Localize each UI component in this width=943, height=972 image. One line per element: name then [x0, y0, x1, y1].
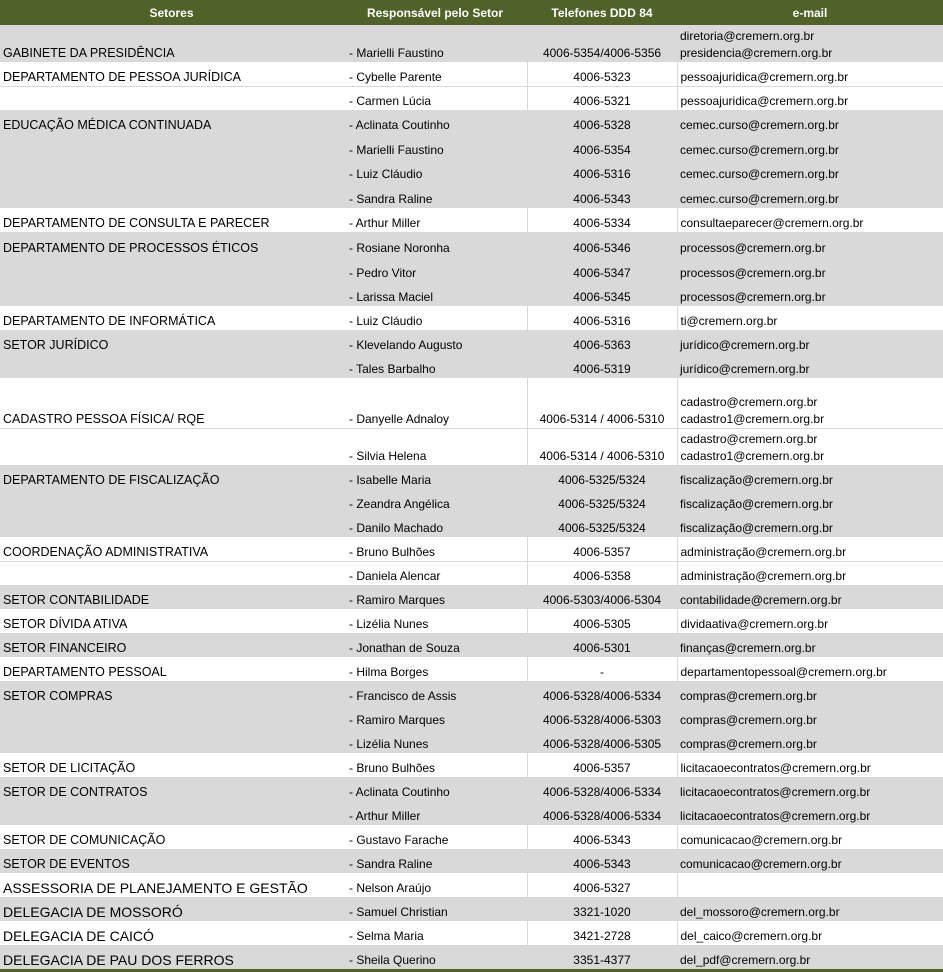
responsible-cell: - Danilo Machado — [343, 513, 527, 537]
sector-cell — [0, 729, 343, 753]
table-row — [0, 825, 943, 849]
phone-cell: 4006-5319 — [527, 354, 677, 378]
table-row — [0, 777, 943, 801]
email-cell — [677, 657, 943, 681]
email-cell — [677, 753, 943, 777]
phone-cell: 4006-5328/4006-5334 — [527, 777, 677, 801]
sector-cell — [0, 257, 343, 282]
sector-cell: DEPARTAMENTO DE PROCESSOS ÉTICOS — [0, 232, 343, 257]
sector-cell — [0, 354, 343, 378]
responsible-cell: - Aclinata Coutinho — [343, 110, 527, 134]
table-row — [0, 849, 943, 873]
table-row — [0, 513, 943, 537]
responsible-cell: - Sandra Raline — [343, 183, 527, 208]
table-row — [0, 282, 943, 306]
phone-cell: 4006-5328/4006-5303 — [527, 705, 677, 729]
email-cell — [677, 134, 943, 159]
email-address[interactable]: jurídico@cremern.org.br — [680, 338, 810, 352]
email-address[interactable]: licitacaoecontratos@cremern.org.br — [680, 760, 871, 775]
email-cell — [677, 681, 943, 705]
email-address[interactable]: processos@cremern.org.br — [680, 290, 826, 304]
email-address[interactable]: del_mossoro@cremern.org.br — [680, 905, 840, 919]
phone-cell: 4006-5328 — [527, 110, 677, 134]
email-address[interactable]: processos@cremern.org.br — [680, 241, 826, 255]
table-row — [0, 257, 943, 282]
sector-cell: DEPARTAMENTO DE FISCALIZAÇÃO — [0, 465, 343, 489]
email-cell — [677, 705, 943, 729]
sector-cell: SETOR DE EVENTOS — [0, 849, 343, 873]
sector-cell — [0, 705, 343, 729]
table-row — [0, 897, 943, 921]
responsible-cell: - Ramiro Marques — [343, 585, 527, 609]
sector-cell: DELEGACIA DE PAU DOS FERROS — [0, 945, 343, 969]
email-cell — [677, 609, 943, 633]
email-cell — [677, 825, 943, 849]
email-cell — [677, 183, 943, 208]
sector-cell: SETOR DE LICITAÇÃO — [0, 753, 343, 777]
responsible-cell: - Selma Maria — [343, 921, 527, 945]
email-cell — [677, 257, 943, 282]
sector-cell: DEPARTAMENTO DE INFORMÁTICA — [0, 306, 343, 330]
responsible-cell: - Lizélia Nunes — [343, 729, 527, 753]
email-cell — [677, 62, 943, 86]
responsible-cell: - Luiz Cláudio — [343, 159, 527, 183]
table-row — [0, 633, 943, 657]
sector-cell: DEPARTAMENTO PESSOAL — [0, 657, 343, 681]
table-row — [0, 428, 943, 465]
responsible-cell: - Daniela Alencar — [343, 561, 527, 585]
responsible-cell: - Pedro Vitor — [343, 257, 527, 282]
table-row — [0, 945, 943, 969]
table-row — [0, 134, 943, 159]
sector-cell: EDUCAÇÃO MÉDICA CONTINUADA — [0, 110, 343, 134]
email-address[interactable]: compras@cremern.org.br — [680, 689, 817, 703]
email-cell — [677, 873, 943, 897]
responsible-cell: - Marielli Faustino — [343, 25, 527, 62]
email-address[interactable]: comunicacao@cremern.org.br — [680, 857, 842, 871]
email-cell — [677, 110, 943, 134]
phone-cell: 4006-5325/5324 — [527, 465, 677, 489]
email-address[interactable]: pessoajuridica@cremern.org.br — [680, 69, 849, 84]
table-row — [0, 585, 943, 609]
email-address[interactable]: dividaativa@cremern.org.br — [680, 616, 829, 631]
email-address[interactable]: licitacaoecontratos@cremern.org.br — [680, 809, 871, 823]
sector-cell: SETOR JURÍDICO — [0, 330, 343, 354]
table-row — [0, 378, 943, 428]
sector-cell: SETOR DE CONTRATOS — [0, 777, 343, 801]
phone-cell: 4006-5305 — [527, 609, 677, 633]
email-address[interactable]: comunicacao@cremern.org.br — [680, 832, 843, 847]
phone-cell: 4006-5314 / 4006-5310 — [527, 378, 677, 428]
phone-cell: 4006-5357 — [527, 537, 677, 561]
responsible-cell: - Carmen Lúcia — [343, 86, 527, 110]
phone-cell: 4006-5343 — [527, 825, 677, 849]
phone-cell: 4006-5314 / 4006-5310 — [527, 428, 677, 465]
phone-cell: 3351-4377 — [527, 945, 677, 969]
responsible-cell: - Zeandra Angélica — [343, 489, 527, 513]
responsible-cell: - Marielli Faustino — [343, 134, 527, 159]
phone-cell: 4006-5343 — [527, 849, 677, 873]
table-row — [0, 681, 943, 705]
responsible-cell: - Sheila Querino — [343, 945, 527, 969]
phone-cell: 4006-5303/4006-5304 — [527, 585, 677, 609]
email-address[interactable]: cadastro@cremern.org.br — [680, 394, 818, 409]
table-row — [0, 25, 943, 62]
responsible-cell: - Cybelle Parente — [343, 62, 527, 86]
email-address[interactable]: cemec.curso@cremern.org.br — [680, 167, 839, 181]
sector-cell: DEPARTAMENTO DE PESSOA JURÍDICA — [0, 62, 343, 86]
table-body — [0, 25, 943, 969]
phone-cell: 4006-5325/5324 — [527, 513, 677, 537]
email-cell — [677, 561, 943, 585]
email-cell — [677, 159, 943, 183]
email-address[interactable]: administração@cremern.org.br — [680, 568, 847, 583]
phone-cell: 4006-5328/4006-5334 — [527, 801, 677, 825]
sector-cell: SETOR DE COMUNICAÇÃO — [0, 825, 343, 849]
email-address[interactable]: del_pdf@cremern.org.br — [680, 953, 811, 967]
sector-cell: DELEGACIA DE CAICÓ — [0, 921, 343, 945]
sector-cell: DELEGACIA DE MOSSORÓ — [0, 897, 343, 921]
table-row — [0, 330, 943, 354]
email-cell — [677, 537, 943, 561]
email-cell — [677, 378, 943, 428]
sector-cell — [0, 561, 343, 585]
phone-cell: 4006-5323 — [527, 62, 677, 86]
responsible-cell: - Nelson Araújo — [343, 873, 527, 897]
responsible-cell: - Isabelle Maria — [343, 465, 527, 489]
email-cell — [677, 232, 943, 257]
email-cell — [677, 282, 943, 306]
email-address[interactable]: pessoajuridica@cremern.org.br — [680, 93, 849, 108]
table-row — [0, 657, 943, 681]
email-cell — [677, 354, 943, 378]
sector-cell — [0, 489, 343, 513]
header-telefones: Telefones DDD 84 — [527, 0, 677, 25]
table-row — [0, 609, 943, 633]
email-cell — [677, 306, 943, 330]
email-address[interactable]: fiscalização@cremern.org.br — [680, 521, 833, 535]
email-address[interactable]: fiscalização@cremern.org.br — [680, 497, 833, 511]
phone-cell: 4006-5363 — [527, 330, 677, 354]
header-setores: Setores — [0, 0, 343, 25]
email-cell — [677, 585, 943, 609]
responsible-cell: - Ramiro Marques — [343, 705, 527, 729]
phone-cell: 4006-5327 — [527, 873, 677, 897]
responsible-cell: - Jonathan de Souza — [343, 633, 527, 657]
sector-cell: SETOR CONTABILIDADE — [0, 585, 343, 609]
responsible-cell: - Bruno Bulhões — [343, 537, 527, 561]
sector-cell — [0, 801, 343, 825]
phone-cell: 4006-5354/4006-5356 — [527, 25, 677, 62]
email-address[interactable]: compras@cremern.org.br — [680, 713, 817, 727]
phone-cell: 3321-1020 — [527, 897, 677, 921]
header-email: e-mail — [677, 0, 943, 25]
phone-cell: 4006-5343 — [527, 183, 677, 208]
phone-cell: 4006-5354 — [527, 134, 677, 159]
phone-cell: 4006-5316 — [527, 159, 677, 183]
email-address[interactable]: jurídico@cremern.org.br — [680, 362, 810, 376]
email-address[interactable]: licitacaoecontratos@cremern.org.br — [680, 785, 871, 799]
responsible-cell: - Samuel Christian — [343, 897, 527, 921]
sector-cell: COORDENAÇÃO ADMINISTRATIVA — [0, 537, 343, 561]
email-cell — [677, 465, 943, 489]
table-row — [0, 921, 943, 945]
phone-cell: - — [527, 657, 677, 681]
responsible-cell: - Aclinata Coutinho — [343, 777, 527, 801]
email-cell — [677, 921, 943, 945]
responsible-cell: - Luiz Cláudio — [343, 306, 527, 330]
email-address[interactable]: finanças@cremern.org.br — [680, 641, 816, 655]
table-row — [0, 110, 943, 134]
responsible-cell: - Bruno Bulhões — [343, 753, 527, 777]
responsible-cell: - Larissa Maciel — [343, 282, 527, 306]
responsible-cell: - Sandra Raline — [343, 849, 527, 873]
sector-cell — [0, 159, 343, 183]
phone-cell: 4006-5347 — [527, 257, 677, 282]
email-address[interactable]: ti@cremern.org.br — [680, 313, 778, 328]
table-row — [0, 86, 943, 110]
table-row — [0, 159, 943, 183]
email-address[interactable]: presidencia@cremern.org.br — [680, 46, 833, 60]
phone-cell: 4006-5334 — [527, 208, 677, 232]
email-cell — [677, 489, 943, 513]
email-address[interactable]: del_caico@cremern.org.br — [680, 928, 823, 943]
responsible-cell: - Gustavo Farache — [343, 825, 527, 849]
table-row — [0, 62, 943, 86]
phone-cell: 4006-5328/4006-5305 — [527, 729, 677, 753]
email-cell — [677, 849, 943, 873]
table-row — [0, 873, 943, 897]
phone-cell: 4006-5321 — [527, 86, 677, 110]
table-row — [0, 183, 943, 208]
table-row — [0, 354, 943, 378]
phone-cell: 3421-2728 — [527, 921, 677, 945]
phone-cell: 4006-5325/5324 — [527, 489, 677, 513]
responsible-cell: - Silvia Helena — [343, 428, 527, 465]
header-responsavel: Responsável pelo Setor — [343, 0, 527, 25]
email-cell — [677, 633, 943, 657]
responsible-cell: - Hilma Borges — [343, 657, 527, 681]
sector-cell — [0, 134, 343, 159]
email-cell — [677, 86, 943, 110]
sector-cell — [0, 428, 343, 465]
sector-cell: GABINETE DA PRESIDÊNCIA — [0, 25, 343, 62]
email-cell — [677, 330, 943, 354]
email-address[interactable]: cemec.curso@cremern.org.br — [680, 143, 839, 157]
email-address[interactable]: administração@cremern.org.br — [680, 544, 847, 559]
responsible-cell: - Tales Barbalho — [343, 354, 527, 378]
responsible-cell: - Arthur Miller — [343, 801, 527, 825]
sector-cell — [0, 183, 343, 208]
email-cell — [677, 513, 943, 537]
table-row — [0, 561, 943, 585]
phone-cell: 4006-5301 — [527, 633, 677, 657]
email-cell — [677, 777, 943, 801]
table-row — [0, 729, 943, 753]
sector-cell: SETOR DÍVIDA ATIVA — [0, 609, 343, 633]
email-address[interactable]: compras@cremern.org.br — [680, 737, 817, 751]
sector-cell: CADASTRO PESSOA FÍSICA/ RQE — [0, 378, 343, 428]
phone-cell: 4006-5346 — [527, 232, 677, 257]
email-address[interactable]: cemec.curso@cremern.org.br — [680, 192, 839, 206]
sector-cell: SETOR FINANCEIRO — [0, 633, 343, 657]
phone-cell: 4006-5316 — [527, 306, 677, 330]
sector-cell: SETOR COMPRAS — [0, 681, 343, 705]
email-address[interactable]: cadastro@cremern.org.br — [680, 431, 818, 446]
sector-cell — [0, 86, 343, 110]
header-row — [0, 0, 943, 25]
email-address[interactable]: diretoria@cremern.org.br — [680, 29, 815, 43]
email-cell — [677, 801, 943, 825]
table-row — [0, 489, 943, 513]
email-address[interactable]: departamentopessoal@cremern.org.br — [680, 664, 887, 679]
email-address[interactable]: contabilidade@cremern.org.br — [680, 593, 842, 607]
email-cell — [677, 945, 943, 969]
email-address[interactable]: cadastro1@cremern.org.br — [680, 448, 825, 463]
sector-cell — [0, 513, 343, 537]
email-cell — [677, 897, 943, 921]
responsible-cell: - Danyelle Adnaloy — [343, 378, 527, 428]
phone-cell: 4006-5328/4006-5334 — [527, 681, 677, 705]
responsible-cell: - Klevelando Augusto — [343, 330, 527, 354]
table-row — [0, 465, 943, 489]
table-row — [0, 537, 943, 561]
table-row — [0, 232, 943, 257]
email-cell — [677, 208, 943, 232]
responsible-cell: - Lizélia Nunes — [343, 609, 527, 633]
sector-cell — [0, 282, 343, 306]
phone-cell: 4006-5345 — [527, 282, 677, 306]
sector-cell: ASSESSORIA DE PLANEJAMENTO E GESTÃO — [0, 873, 343, 897]
email-address[interactable]: fiscalização@cremern.org.br — [680, 473, 833, 487]
table-row — [0, 306, 943, 330]
email-cell — [677, 729, 943, 753]
email-address[interactable]: consultaeparecer@cremern.org.br — [680, 215, 864, 230]
table-row — [0, 705, 943, 729]
table-row — [0, 801, 943, 825]
responsible-cell: - Rosiane Noronha — [343, 232, 527, 257]
email-address[interactable]: processos@cremern.org.br — [680, 266, 826, 280]
phone-cell: 4006-5358 — [527, 561, 677, 585]
email-address[interactable]: cadastro1@cremern.org.br — [680, 411, 825, 426]
responsible-cell: - Francisco de Assis — [343, 681, 527, 705]
responsible-cell: - Arthur Miller — [343, 208, 527, 232]
table-row — [0, 208, 943, 232]
phone-cell: 4006-5357 — [527, 753, 677, 777]
email-cell — [677, 428, 943, 465]
email-cell — [677, 25, 943, 62]
table-row — [0, 753, 943, 777]
email-address[interactable]: cemec.curso@cremern.org.br — [680, 118, 839, 132]
sector-cell: DEPARTAMENTO DE CONSULTA E PARECER — [0, 208, 343, 232]
